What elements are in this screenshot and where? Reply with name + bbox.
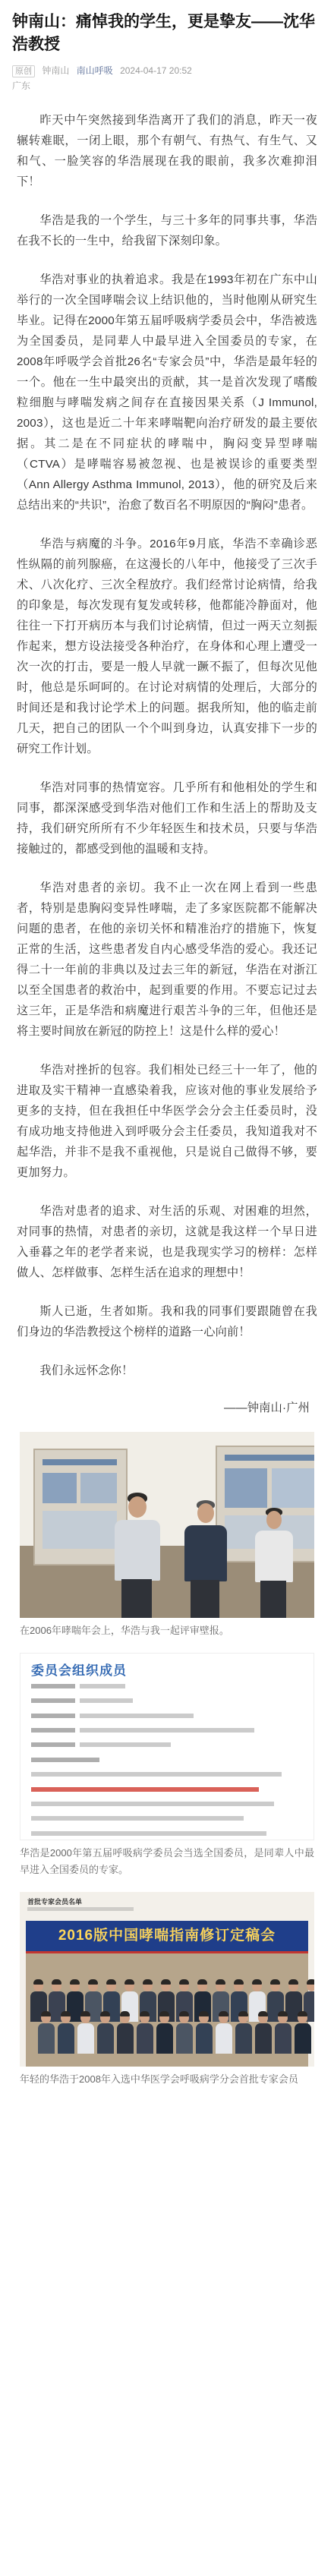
person-figure (247, 1508, 301, 1618)
article-meta (12, 63, 322, 93)
publish-datetime: 2024-04-17 20:52 (120, 65, 192, 76)
article-header (0, 0, 334, 93)
list-line (31, 1695, 303, 1706)
photo-caption: 在2006年哮喘年会上，华浩与我一起评审壁报。 (20, 1624, 229, 1636)
paragraph: 华浩与病魔的斗争。2016年9月底，华浩不幸确诊恶性纵隔的前列腺癌，在这漫长的八年中，他接受了三次手术、八次化疗、三次全程放疗。我们经常讨论病情，给我的印象是，每次发现有复发或转移，他都能冷静面对，他往往一下打开病历本与我们讨论病情，但过一两天立刻振作起来，想方设法接受各种治疗，在身体和心理上遭受一次一次的打击，要是一般人早就一蹶不振了，但每次见他时，他总是乐呵呵的。在讨论对病情的处理后，大部分的时间还是和我讨论学术上的问题。据我所知，他的临走前几天，把自己的团队一个个叫到身边，认真安排下一步的研究工作计划。 (17, 537, 317, 755)
paragraph: 华浩对事业的执着追求。我是在1993年初在广东中山举行的一次全国哮喘会议上结识他的，当时他刚从研究生毕业。记得在2000年第五届呼吸病学委员会中，华浩被选为全国委员，是同辈人中最早进入全国委员的专家，在2008年呼吸学会首批26名“专家会员”中，华浩是最年轻的一个。他在一生中最突出的贡献，其一是首次发现了嗜酸粒细胞与哮喘发病之间存在直接因果关系（J Immunol, 2003），这也是近二十年来哮喘靶向治疗研发的最主要依据。其二是在不同症状的哮喘中，胸闷变异型哮喘（CTVA）是哮喘容易被忽视、也是被误诊的重要类型（Ann Allergy Asthma Immunol, 2013），他的研究及后来总结出来的“共识”，治愈了数百名不明原因的“胸闷”患者。 (17, 273, 317, 512)
list-line (31, 1711, 303, 1721)
paragraph: 华浩对同事的热情宽容。几乎所有和他相处的学生和同事，都深深感受到华浩对他们工作和生活上的帮助及支持，我们研究所所有不少年轻医生和技术员，只要与华浩接触过的，都感受到他的温暖和支持。 (17, 780, 317, 856)
paragraph: 华浩对患者的追求、对生活的乐观、对困难的坦然，对同事的热情，对患者的亲切，这就是我这样一个早日进入垂暮之年的老学者来说，也是我现实学习的榜样：怎样做人、怎样做事、怎样生活在追求的理想中！ (17, 1204, 317, 1279)
signature: ——钟南山·广州 (224, 1401, 310, 1414)
committee-name-lines (31, 1681, 303, 1840)
paragraph: 华浩是我的一个学生，与三十多年的同事共事，华浩在我不长的一生中，给我留下深刻印象。 (17, 213, 317, 248)
committee-list-title: 委员会组织成员 (31, 1663, 127, 1678)
conference-group-photo[interactable] (20, 1892, 314, 2067)
article-content (0, 93, 334, 2088)
paragraph: 斯人已逝，生者如斯。我和我的同事们要跟随曾在我们身边的华浩教授这个榜样的道路一心向前！ (17, 1304, 317, 1338)
list-line (31, 1725, 303, 1736)
list-line (31, 1681, 303, 1692)
person-figure (103, 1493, 172, 1618)
paragraph: 昨天中午突然接到华浩离开了我们的消息，昨天一夜辗转难眠，一闭上眼，那个有朝气、有热气、有生气、又和气、一脸笑容的华浩展现在我的眼前，我多次难抑泪下！ (17, 113, 317, 188)
exhibition-photo[interactable] (20, 1432, 314, 1618)
committee-list-image[interactable] (20, 1653, 314, 1840)
author-name: 钟南山 (42, 65, 70, 76)
publish-location: 广东 (12, 80, 31, 91)
group-of-people (26, 1964, 308, 2067)
paragraph: 我们永远怀念你！ (39, 1364, 134, 1377)
list-line (31, 1799, 303, 1809)
conference-banner-text: 2016版中国哮喘指南修订定稿会 (58, 1927, 276, 1944)
original-badge: 原创 (12, 65, 35, 77)
list-line (31, 1828, 303, 1839)
list-line (31, 1755, 303, 1765)
photo-caption: 年轻的华浩于2008年入选中华医学会呼吸病学分会首批专家会员 (20, 2073, 298, 2085)
person-figure (175, 1500, 236, 1618)
list-line (31, 1813, 303, 1824)
paragraph: 华浩对患者的亲切。我不止一次在网上看到一些患者，特别是患胸闷变异性哮喘，走了多家医院都不能解决问题的患者，在他的亲切关怀和精准治疗的措施下，恢复正常的生活，这些患者发自内心感受华浩的爱心。我还记得二十一年前的非典以及过去三年的新冠，华浩在对浙江以至全国患者的救治中，起到重要的作用。不要忘记过去这三年，正是华浩和病魔进行艰苦斗争的三年，但他还是将主要时间放在新冠的防控上！这是什么样的爱心！ (17, 881, 317, 1038)
paragraph: 华浩对挫折的包容。我们相处已经三十一年了，他的进取及实干精神一直感染着我，应该对他的事业发展给予更多的支持，但在我担任中华医学会分会主任委员时，没有成功地支持他进入到呼吸分会主任委员，我知道我对不起华浩，并非不是我不重视他，只是说自己做得不够，要更加努力。 (17, 1063, 317, 1179)
expert-list-line (27, 1907, 134, 1911)
list-line (31, 1739, 303, 1750)
account-name-link[interactable]: 南山呼吸 (76, 65, 113, 76)
expert-list-heading: 首批专家会员名单 (27, 1897, 83, 1906)
list-line (31, 1769, 303, 1780)
photo-caption: 华浩是2000年第五届呼吸病学委员会当选全国委员，是同辈人中最早进入全国委员的专家。 (20, 1846, 314, 1875)
article-title: 钟南山：痛悼我的学生，更是挚友——沈华浩教授 (12, 13, 315, 54)
list-line-highlighted (31, 1784, 303, 1795)
